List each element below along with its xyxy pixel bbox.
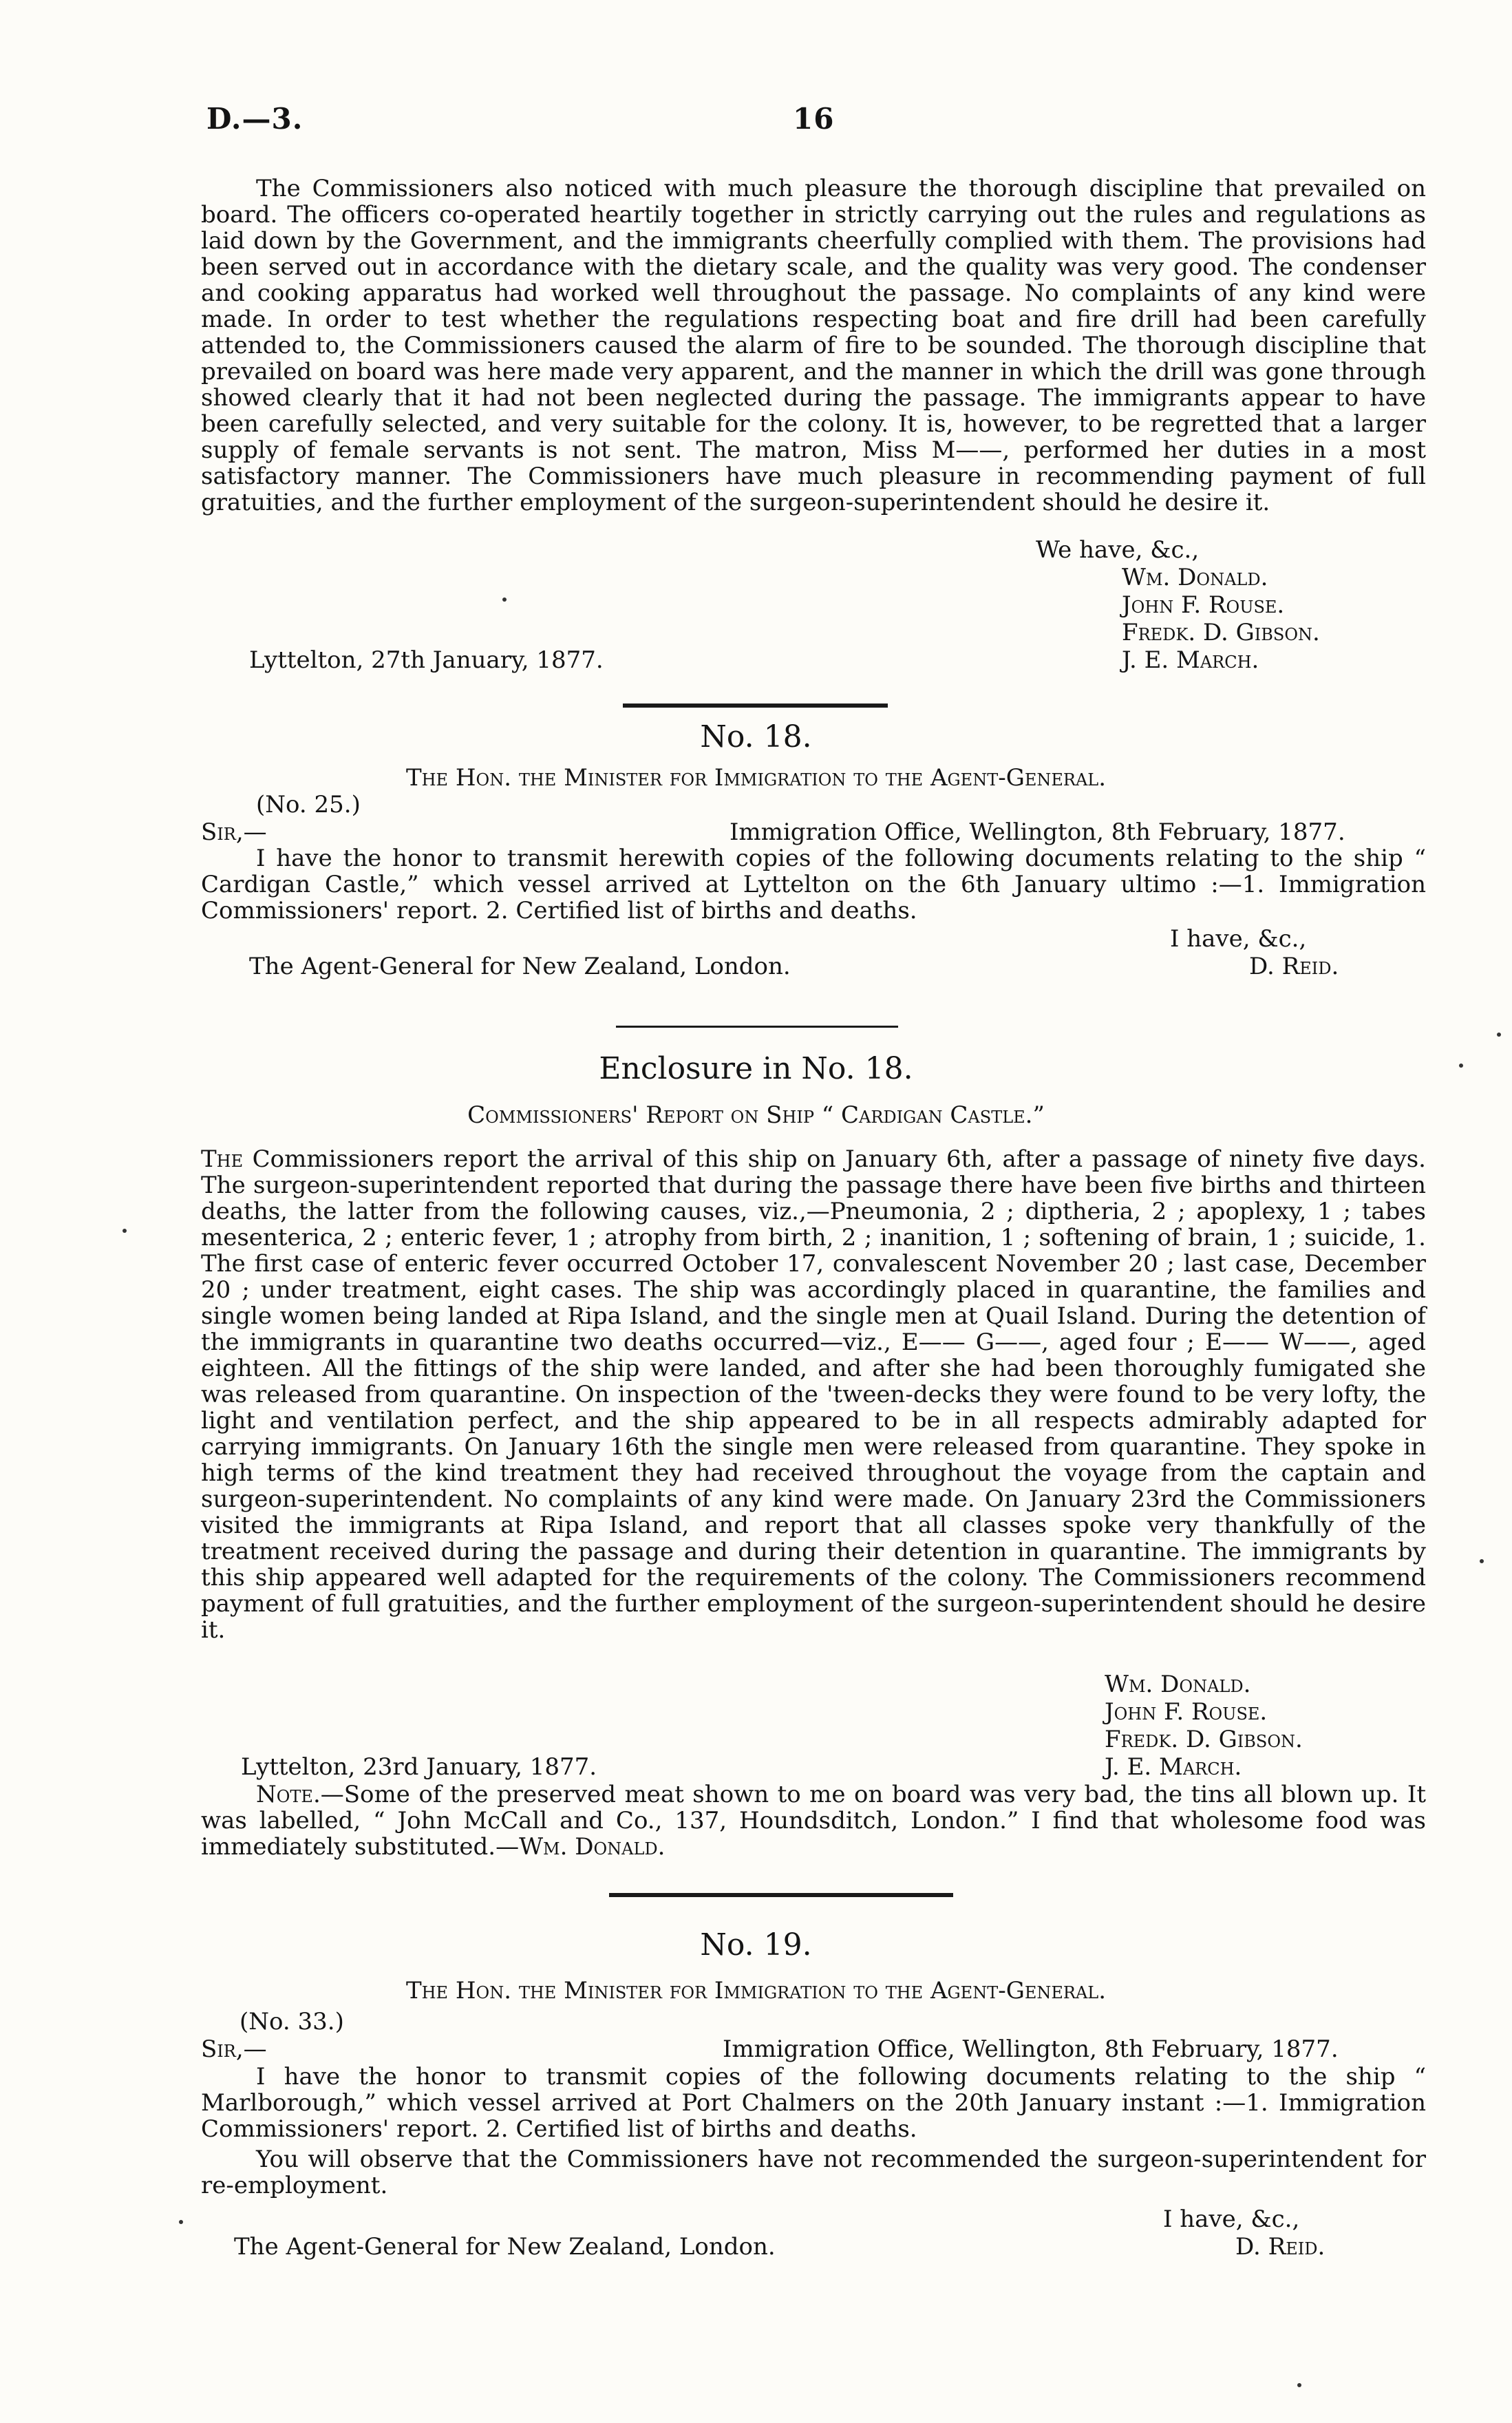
scan-speck — [502, 597, 507, 602]
letter-address: Immigration Office, Wellington, 8th February, 1877. — [723, 2035, 1339, 2063]
report-paragraph: The Commissioners also noticed with much pleasure the thorough discipline that prevailed on board. The officers co-operated heartily together in strictly carrying out the rules and regulations as laid down by the Government, and the immigrants cheerfully complied with them. The provisions had been served out in accordance with the dietary scale, and the quality was very good. The condenser and cooking apparatus had worked well throughout the passage. No complaints of any kind were made. In order to test whether the regulations respecting boat and fire drill had been carefully attended to, the Commissioners caused the alarm of fire to be sounded. The thorough discipline that prevailed on board was here made very apparent, and the manner in which the drill was gone through showed clearly that it had not been neglected during the passage. The immigrants appear to have been carefully selected, and very suitable for the colony. It is, however, to be regretted that a larger supply of female servants is not sent. The matron, Miss M——, performed her duties in a most satisfactory manner. The Commissioners have much pleasure in recommending payment of full gratuities, and the further employment of the surgeon-superintendent should he desire it. — [201, 175, 1426, 516]
enclosure-signature-rouse: John F. Rouse. — [1105, 1698, 1268, 1726]
scan-speck — [1480, 1559, 1484, 1563]
note-signature: Wm. Donald. — [519, 1833, 666, 1861]
scan-speck — [1297, 2383, 1301, 2387]
letter-body-second: You will observe that the Commissioners have not recommended the surgeon-superintendent for re-employment. — [201, 2146, 1426, 2199]
section-divider-thin — [616, 1026, 898, 1028]
doc-code: D.—3. — [206, 102, 304, 136]
signature-donald: Wm. Donald. — [1122, 564, 1268, 591]
enclosure-lead-word: The — [201, 1145, 244, 1173]
enclosure-place-date: Lyttelton, 23rd January, 1877. — [241, 1753, 597, 1781]
closing-i-have: I have, &c., — [1163, 2205, 1300, 2233]
enclosure-body-text: Commissioners report the arrival of this ship on January 6th, after a passage of ninety five days. The surgeon-superintendent reported that during the passage there have been five births and thirteen deaths, the latter from the following causes, viz.,—Pneumonia, 2 ; diptheria, 2 ; apoplexy, 1 ; tabes mesenterica, 2 ; enteric fever, 1 ; atrophy from birth, 2 ; inanition, 1 ; softening of brain, 1 ; suicide, 1. The first case of enteric fever occurred October 17, convalescent November 20 ; last case, December 20 ; under treatment, eight cases. The ship was accordingly placed in quarantine, the families and single women being landed at Ripa Island, and the single men at Quail Island. During the detention of the immigrants in quarantine two deaths occurred—viz., E—— G——, aged four ; E—— W——, aged eighteen. All the fittings of the ship were landed, and after she had been thoroughly fumigated she was released from quarantine. On inspection of the 'tween-decks they were found to be very lofty, the light and ventilation perfect, and the ship appeared to be in all respects admirably adapted for carrying immigrants. On January 16th the single men were released from quarantine. They spoke in high terms of the kind treatment they had received throughout the voyage from the captain and surgeon-superintendent. No complaints of any kind were made. On January 23rd the Commissioners visited the immigrants at Ripa Island, and report that all classes spoke very thankfully of the treatment received during the passage and during their detention in quarantine. The immigrants by this ship appeared well adapted for the requirements of the colony. The Commissioners recommend payment of full gratuities, and the further employment of the surgeon-superintendent should he desire it. — [201, 1145, 1426, 1644]
letter-address: Immigration Office, Wellington, 8th February, 1877. — [730, 818, 1345, 846]
section-divider — [609, 1893, 953, 1897]
closing-we-have: We have, &c., — [1036, 536, 1200, 564]
salutation: Sir,— — [201, 818, 267, 846]
note-body: —Some of the preserved meat shown to me on board was very bad, the tins all blown up. It was labelled, “ John McCall and Co., 137, Houndsditch, London.” I find that wholesome food was immediately substituted.— — [201, 1781, 1426, 1861]
letter-body: I have the honor to transmit herewith copies of the following documents relating to the ship “ Cardigan Castle,” which vessel arrived at Lyttelton on the 6th January ultimo :—1. Immigration Commissioners' report. 2. Certified list of births and deaths. — [201, 845, 1426, 924]
closing-i-have: I have, &c., — [1170, 925, 1307, 953]
letter-title: The Hon. the Minister for Immigration to the Agent-General. — [405, 764, 1107, 792]
letter-signature: D. Reid. — [1235, 2233, 1325, 2261]
letter-recipient: The Agent-General for New Zealand, London. — [249, 953, 791, 980]
scan-speck — [1497, 1033, 1501, 1037]
scan-speck — [1459, 1064, 1463, 1068]
section-divider — [623, 703, 888, 708]
note-label: Note. — [256, 1781, 321, 1808]
letter-number: No. 19. — [700, 1927, 812, 1962]
signature-rouse: John F. Rouse. — [1122, 591, 1285, 619]
letter-body: I have the honor to transmit copies of the following documents relating to the ship “ Marlborough,” which vessel arrived at Port Chalmers on the 20th January instant :—1. Immigration Commissioners' report. 2. Certified list of births and deaths. — [201, 2063, 1426, 2143]
scan-speck — [179, 2220, 183, 2224]
place-date: Lyttelton, 27th January, 1877. — [249, 646, 604, 674]
letter-number: No. 18. — [700, 719, 812, 754]
enclosure-body — [201, 1146, 1426, 1643]
scan-speck — [123, 1229, 127, 1233]
signature-gibson: Fredk. D. Gibson. — [1122, 619, 1320, 646]
enclosure-signature-march: J. E. March. — [1105, 1753, 1242, 1781]
letter-title: The Hon. the Minister for Immigration to the Agent-General. — [405, 1977, 1107, 2004]
letter-ref: (No. 33.) — [239, 2008, 344, 2035]
page-number: 16 — [793, 102, 835, 136]
letter-recipient: The Agent-General for New Zealand, London. — [234, 2233, 776, 2261]
enclosure-heading: Enclosure in No. 18. — [599, 1051, 913, 1086]
enclosure-signature-donald: Wm. Donald. — [1105, 1671, 1251, 1698]
letter-signature: D. Reid. — [1249, 953, 1339, 980]
signature-march: J. E. March. — [1122, 646, 1259, 674]
enclosure-signature-gibson: Fredk. D. Gibson. — [1105, 1726, 1303, 1753]
enclosure-note — [201, 1781, 1426, 1860]
salutation: Sir,— — [201, 2035, 267, 2063]
enclosure-subheading: Commissioners' Report on Ship “ Cardigan Castle.” — [467, 1101, 1045, 1129]
letter-ref: (No. 25.) — [256, 791, 361, 818]
